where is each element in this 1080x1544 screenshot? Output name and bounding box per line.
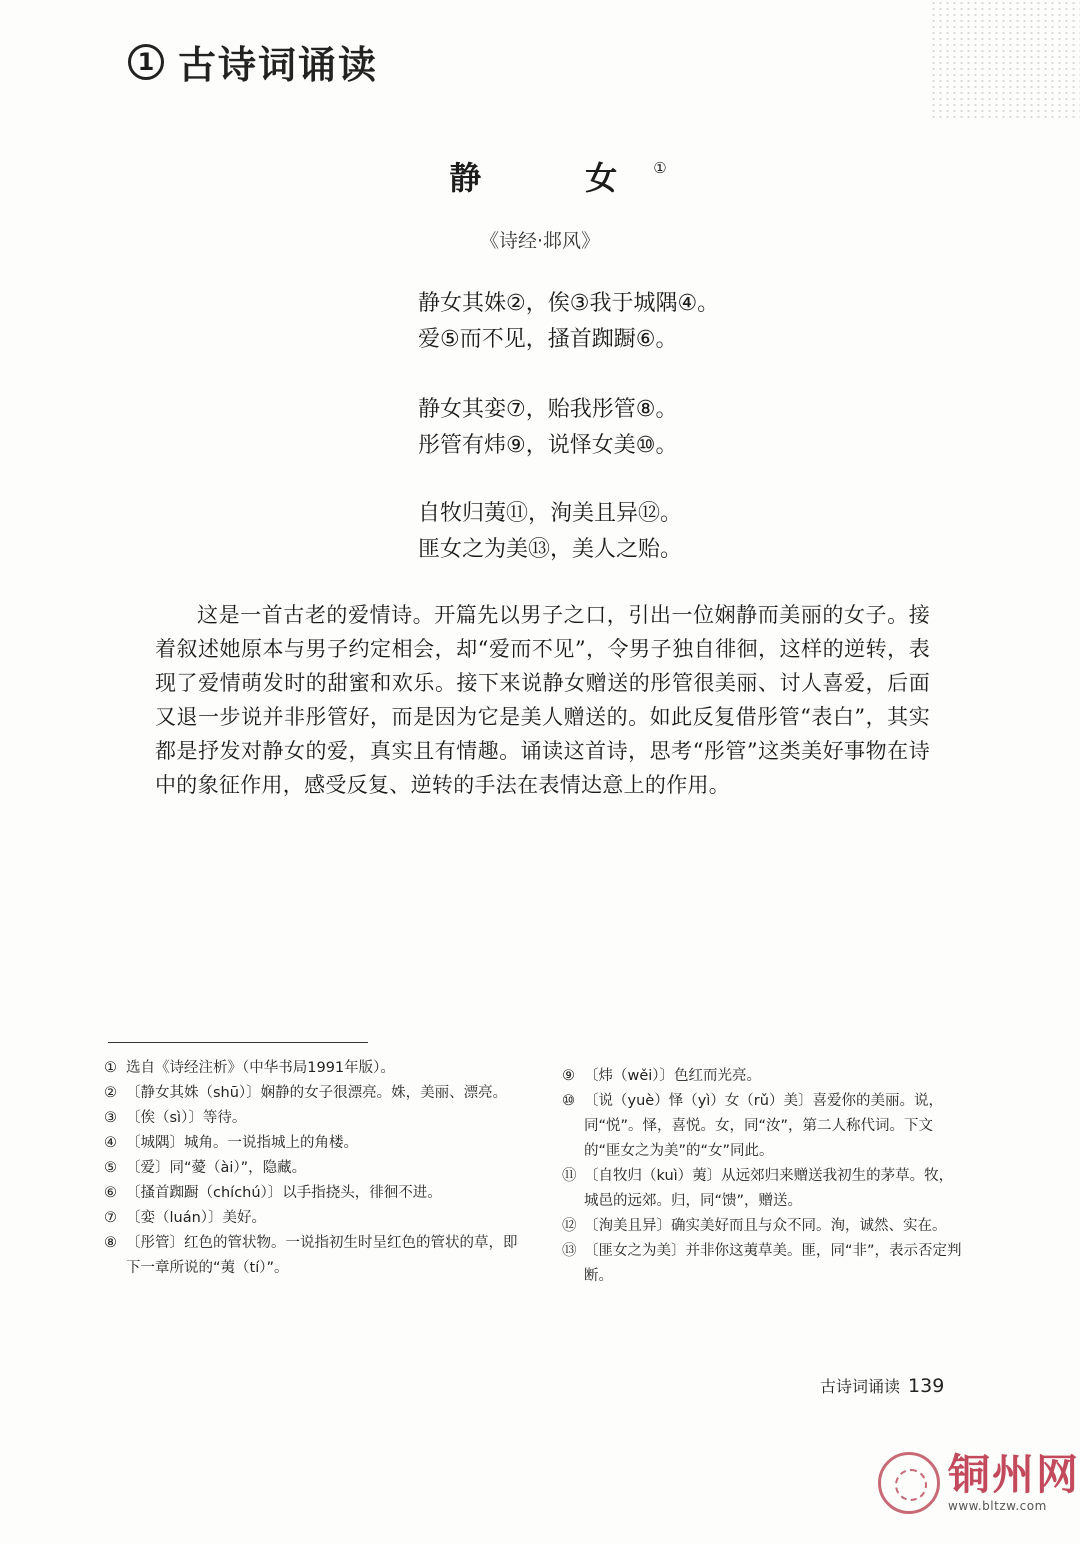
footnote-text: 〔自牧归（kuì）荑〕从远郊归来赠送我初生的茅草。牧，城邑的远郊。归，同“馈”，赠送。 xyxy=(584,1168,954,1209)
footnote-number: ③ xyxy=(104,1110,117,1126)
footnote-number: ⑨ xyxy=(562,1068,575,1084)
watermark-name: 铜州网 xyxy=(948,1450,1080,1499)
footnote xyxy=(104,1106,524,1131)
footnote xyxy=(104,1181,524,1206)
poem-line: 匪女之为美⑬，美人之贻。 xyxy=(418,537,683,562)
footnote xyxy=(562,1214,962,1239)
section-title: 古诗词诵读 xyxy=(178,43,379,87)
poem-line: 静女其姝②，俟③我于城隅④。 xyxy=(418,291,720,316)
poem-title xyxy=(0,153,1080,199)
footnote xyxy=(104,1206,524,1231)
footnote-text: 〔彤管〕红色的管状物。一说指初生时呈红色的管状的草，即下一章所说的“荑（tí）”。 xyxy=(126,1235,518,1276)
footnote-text: 〔洵美且异〕确实美好而且与众不同。洵，诚然、实在。 xyxy=(584,1218,947,1234)
footnotes-left-column xyxy=(104,1056,524,1281)
section-header xyxy=(128,34,378,89)
footnote-text: 〔炜（wěi）〕色红而光亮。 xyxy=(584,1068,762,1084)
footnote-number: ⑪ xyxy=(562,1168,577,1184)
footer-section-name: 古诗词诵读 xyxy=(820,1377,901,1396)
footnote-divider xyxy=(108,1042,368,1043)
footnote xyxy=(104,1081,524,1106)
poem-source: 《诗经·邶风》 xyxy=(479,230,601,252)
poem-line: 爱⑤而不见，搔首踟蹰⑥。 xyxy=(418,327,678,352)
commentary-paragraph: 这是一首古老的爱情诗。开篇先以男子之口，引出一位娴静而美丽的女子。接着叙述她原本与男子约定相会，却“爱而不见”，令男子独自徘徊，这样的逆转，表现了爱情萌发时的甜蜜和欢乐。接下来说静女赠送的彤管很美丽、讨人喜爱，后面又退一步说并非彤管好，而是因为它是美人赠送的。如此反复借彤管“表白”，其实都是抒发对静女的爱，真实且有情趣。诵读这首诗，思考“彤管”这类美好事物在诗中的象征作用，感受反复、逆转的手法在表情达意上的作用。 xyxy=(155,603,930,797)
poem-stanza-1 xyxy=(418,286,719,358)
site-watermark xyxy=(878,1452,1080,1514)
footnote-text: 〔爱〕同“薆（ài）”，隐藏。 xyxy=(126,1160,307,1176)
footnote xyxy=(562,1164,962,1214)
footnote xyxy=(104,1131,524,1156)
footnote-number: ⑧ xyxy=(104,1235,117,1251)
footnote-text: 〔搔首踟蹰（chíchú）〕以手指挠头，徘徊不进。 xyxy=(126,1185,442,1201)
footnote-text: 〔俟（sì）〕等待。 xyxy=(126,1110,247,1126)
footnote-text: 选自《诗经注析》（中华书局1991年版）。 xyxy=(126,1060,395,1076)
poem-line: 静女其娈⑦，贻我彤管⑧。 xyxy=(418,397,678,422)
footnote-number: ⑤ xyxy=(104,1160,117,1176)
footnote-text: 〔静女其姝（shū）〕娴静的女子很漂亮。姝，美丽、漂亮。 xyxy=(126,1085,508,1101)
poem-line: 彤管有炜⑨，说怿女美⑩。 xyxy=(418,433,678,458)
footnote xyxy=(562,1064,962,1089)
scan-speckle-decoration xyxy=(930,0,1080,120)
watermark-url: www.bltzw.com xyxy=(948,1499,1047,1513)
footnote xyxy=(104,1156,524,1181)
poem-line: 自牧归荑⑪，洵美且异⑫。 xyxy=(418,501,683,526)
footnote-number: ⑫ xyxy=(562,1218,577,1234)
footnote xyxy=(562,1089,962,1164)
footnote xyxy=(104,1231,524,1281)
footnote-text: 〔城隅〕城角。一说指城上的角楼。 xyxy=(126,1135,358,1151)
watermark-seal-icon xyxy=(878,1452,940,1514)
footnote-number: ⑩ xyxy=(562,1093,575,1109)
footnote xyxy=(562,1239,962,1289)
footnote xyxy=(104,1056,524,1081)
footnote-text: 〔娈（luán）〕美好。 xyxy=(126,1210,267,1226)
footnote-number: ② xyxy=(104,1085,117,1101)
poem-stanza-2 xyxy=(418,392,677,464)
poem-title-footnote-mark: ① xyxy=(653,159,667,178)
footnote-text: 〔说（yuè）怿（yì）女（rǔ）美〕喜爱你的美丽。说，同“悦”。怿，喜悦。女，同“汝”，第二人称代词。下文的“匪女之为美”的“女”同此。 xyxy=(584,1093,943,1159)
poem-title-text: 静 女 xyxy=(449,159,654,197)
footnote-text: 〔匪女之为美〕并非你这荑草美。匪，同“非”，表示否定判断。 xyxy=(584,1243,962,1284)
footnotes-right-column xyxy=(562,1064,962,1289)
page-footer xyxy=(820,1374,944,1397)
footnote-number: ⑬ xyxy=(562,1243,577,1259)
footnote-number: ① xyxy=(104,1060,117,1076)
footnote-number: ⑥ xyxy=(104,1185,117,1201)
unit-number-icon: 1 xyxy=(128,44,164,80)
page-number: 139 xyxy=(908,1375,945,1397)
footnote-number: ④ xyxy=(104,1135,117,1151)
footnote-number: ⑦ xyxy=(104,1210,117,1226)
poem-stanza-3 xyxy=(418,496,682,568)
